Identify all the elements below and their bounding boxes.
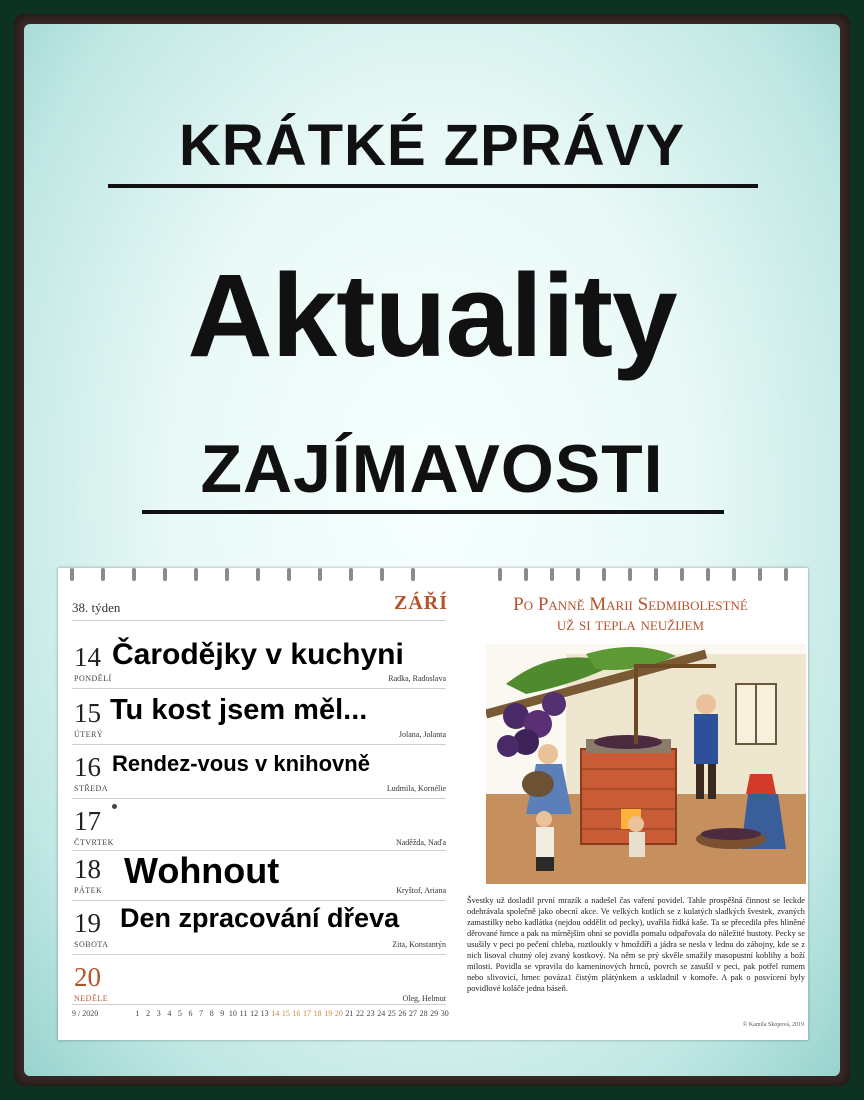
mini-day: 27: [408, 1009, 417, 1018]
name-day: Kryštof, Ariana: [396, 886, 446, 895]
bullet-dot: [112, 804, 117, 809]
mini-day: 14: [271, 1009, 280, 1018]
mini-day: 9: [220, 1009, 225, 1018]
name-day: Naděžda, Naďa: [395, 838, 446, 847]
mini-day: 18: [313, 1009, 322, 1018]
story-text: Švestky už dosladil první mrazík a nadešel čas vaření povidel. Tahle prospěšná činnost se leckde odehrávala společně jako obecní akce. Ve velkých kotlích se z kulatých sladkých švestek, zvaných zamastilky nebo kadlátka (nejdou oddělit od pecky), uvařila řídká kaše. Ta se přecedila přes hliněné děrované hrnce a pak na mírnějším ohni se povidla pomalu odpařovala do náležité hustoty. Pecky se usušily v peci po pečení chleba, roztloukly v hmoždíři a jádra se nesla v lednu do zábojny, kde se z nich lisoval chutný olej zvaný kostkový. Na něm se prý skvěle smažily masopustní koblihy a boží milosti. Povidla se vpravila do kameninových hrnců, povrch se zasušil v peci, pak potřel rumem nebo slivovicí, hrnec pováza1 čistým plátýnkem a uskladnil v komoře. A pak o posvícení byly povidlové koláče jedna báseň.: [467, 896, 805, 993]
mini-day: 10: [228, 1009, 237, 1018]
event-text: Rendez-vous v knihovně: [112, 751, 370, 776]
mini-day: 20: [334, 1009, 343, 1018]
row-separator: [72, 744, 446, 745]
row-separator: [72, 1004, 446, 1005]
mini-day: 26: [398, 1009, 407, 1018]
name-day: Jolana, Jolanta: [398, 730, 446, 739]
headline-underline-2: [142, 510, 724, 514]
mini-day: 2: [146, 1009, 151, 1018]
mini-day: 30: [440, 1009, 449, 1018]
day-number: 18: [74, 854, 101, 884]
row-separator: [72, 688, 446, 689]
event-text: Den zpracování dřeva: [120, 903, 400, 933]
mini-day: 19: [324, 1009, 333, 1018]
mini-day: 22: [356, 1009, 364, 1018]
day-number: 19: [74, 908, 101, 938]
name-day: Oleg, Helmut: [402, 994, 446, 1003]
day-name: STŘEDA: [74, 784, 109, 793]
story-title-line2: už si tepla neužijem: [556, 614, 705, 635]
mini-day: 23: [366, 1009, 375, 1018]
name-day: Radka, Radoslava: [388, 674, 446, 683]
day-number: 14: [74, 642, 101, 672]
day-number: 16: [74, 752, 101, 782]
mini-day: 17: [303, 1009, 312, 1018]
event-text: Čarodějky v kuchyni: [112, 638, 404, 671]
mini-day: 7: [199, 1009, 204, 1018]
mini-day: 8: [209, 1009, 214, 1018]
mini-day: 29: [430, 1009, 439, 1018]
plum-jam-illustration: [486, 644, 806, 884]
story-title-line1: Po Panně Marii Sedmibolestné: [513, 594, 748, 615]
mini-day: 13: [260, 1009, 269, 1018]
mini-day: 4: [167, 1009, 172, 1018]
headline-aktuality: Aktuality: [187, 250, 677, 382]
headline-zajimavosti: ZAJÍMAVOSTI: [200, 431, 664, 507]
mini-day: 5: [177, 1009, 182, 1018]
mini-day: 12: [250, 1009, 259, 1018]
mini-day: 16: [292, 1009, 301, 1018]
day-name: ČTVRTEK: [74, 838, 114, 847]
row-separator: [72, 620, 446, 621]
mini-day: 1: [135, 1009, 140, 1018]
calendar-page: [58, 568, 808, 1040]
calendar-story-page: [453, 568, 808, 1040]
mini-month-strip: [72, 1009, 450, 1018]
row-separator: [72, 900, 446, 901]
name-day: Zita, Konstantýn: [392, 940, 446, 949]
week-label: 38. týden: [72, 600, 121, 615]
month-label: ZÁŘÍ: [394, 592, 449, 614]
mini-day: 6: [188, 1009, 193, 1018]
day-name: PONDĚLÍ: [74, 674, 112, 683]
mini-day: 21: [345, 1009, 354, 1018]
day-name: SOBOTA: [74, 940, 109, 949]
calendar-week-page: [58, 568, 448, 1040]
copyright-note: © Kamila Skopová, 2019: [742, 1022, 804, 1028]
day-number: 17: [74, 806, 101, 836]
day-name: NEDĚLE: [74, 994, 109, 1003]
mini-day: 28: [419, 1009, 428, 1018]
name-day: Ludmila, Kornélie: [386, 784, 446, 793]
row-separator: [72, 954, 446, 955]
mini-month-label: 9 / 2020: [72, 1009, 99, 1018]
day-number: 15: [74, 698, 101, 728]
mini-day: 11: [239, 1009, 248, 1018]
mini-day: 3: [156, 1009, 161, 1018]
day-name: PÁTEK: [74, 886, 103, 895]
day-number: 20: [74, 962, 101, 992]
row-separator: [72, 798, 446, 799]
event-text: Wohnout: [124, 850, 280, 891]
day-name: ÚTERÝ: [74, 730, 104, 739]
event-text: Tu kost jsem měl...: [110, 694, 368, 726]
headline-short-news: KRÁTKÉ ZPRÁVY: [178, 113, 686, 178]
mini-day: 25: [387, 1009, 396, 1018]
headline-underline-1: [108, 184, 758, 188]
mini-day: 15: [281, 1009, 290, 1018]
mini-day: 24: [377, 1009, 386, 1018]
